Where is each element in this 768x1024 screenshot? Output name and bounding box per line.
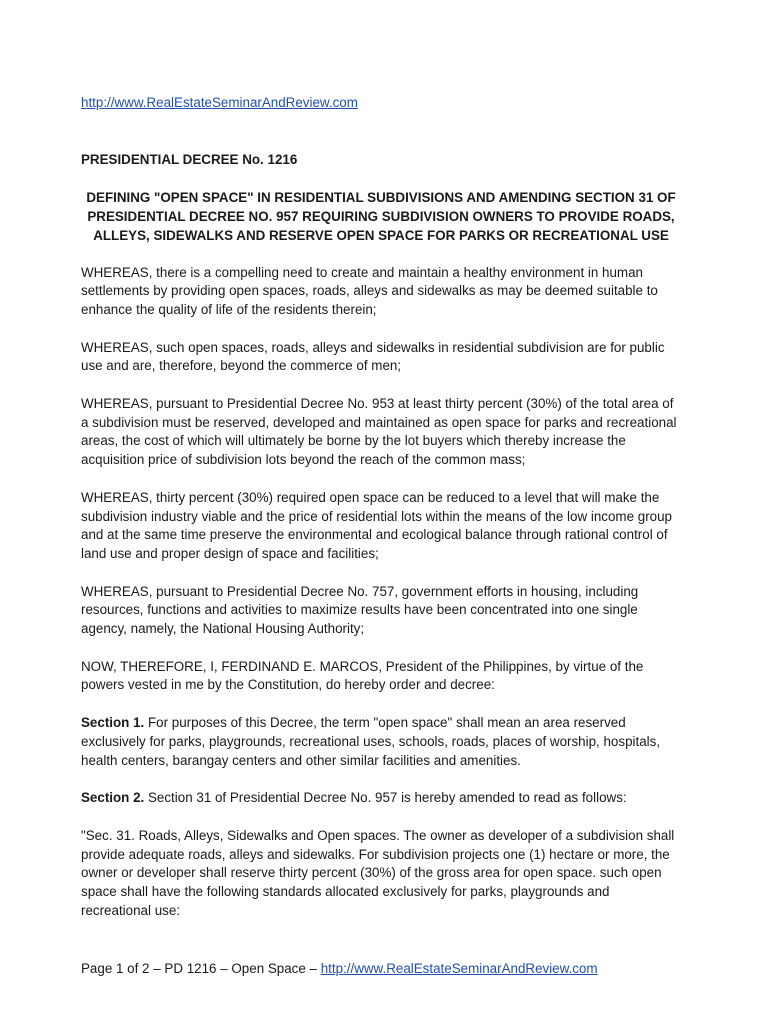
whereas-paragraph-4: WHEREAS, thirty percent (30%) required open space can be reduced to a level that will make the subdivision industry viable and the price of residential lots within the means of the low income group and at the same time preserve the environmental and ecological balance through rational control of land use and proper design of space and facilities; bbox=[81, 489, 672, 561]
section-2-label: Section 2. bbox=[81, 790, 145, 806]
document-page bbox=[81, 94, 681, 921]
header-url-link[interactable]: http://www.RealEstateSeminarAndReview.com bbox=[81, 95, 358, 110]
section-1-text: For purposes of this Decree, the term "open space" shall mean an area reserved exclusively for parks, playgrounds, recreational uses, schools, roads, places of worship, hospitals, health centers, barangay centers and other similar facilities and amenities. bbox=[81, 715, 661, 768]
quoted-section-31: "Sec. 31. Roads, Alleys, Sidewalks and Open spaces. The owner as developer of a subdivision shall provide adequate roads, alleys and sidewalks. For subdivision projects one (1) hectare or more, the owner or developer shall reserve thirty percent (30%) of the gross area for open space. such open space shall have the following standards allocated exclusively for parks, playgrounds and recreational use: bbox=[81, 827, 675, 918]
decree-number: PRESIDENTIAL DECREE No. 1216 bbox=[81, 151, 298, 167]
section-2-paragraph bbox=[81, 789, 681, 808]
decree-title: DEFINING "OPEN SPACE" IN RESIDENTIAL SUBDIVISIONS AND AMENDING SECTION 31 OF PRESIDENTIAL DECREE NO. 957 REQUIRING SUBDIVISION OWNERS TO PROVIDE ROADS, ALLEYS, SIDEWALKS AND RESERVE OPEN SPACE FOR PARKS OR RECREATIONAL USE bbox=[86, 190, 676, 243]
whereas-paragraph-1: WHEREAS, there is a compelling need to create and maintain a healthy environment in human settlements by providing open spaces, roads, alleys and sidewalks as may be deemed suitable to enhance the quality of life of the residents therein; bbox=[81, 264, 658, 317]
now-therefore-paragraph: NOW, THEREFORE, I, FERDINAND E. MARCOS, President of the Philippines, by virtue of the powers vested in me by the Constitution, do hereby order and decree: bbox=[81, 658, 644, 693]
section-2-text: Section 31 of Presidential Decree No. 957 is hereby amended to read as follows: bbox=[144, 790, 627, 806]
footer-url-link[interactable]: http://www.RealEstateSeminarAndReview.com bbox=[320, 961, 598, 976]
page-footer bbox=[81, 960, 721, 978]
whereas-paragraph-2: WHEREAS, such open spaces, roads, alleys and sidewalks in residential subdivision are for public use and are, therefore, beyond the commerce of men; bbox=[81, 339, 665, 374]
whereas-paragraph-5: WHEREAS, pursuant to Presidential Decree No. 757, government efforts in housing, including resources, functions and activities to maximize results have been concentrated into one single agency, namely, the National Housing Authority; bbox=[81, 583, 639, 637]
section-1-label: Section 1. bbox=[81, 715, 145, 731]
whereas-paragraph-3: WHEREAS, pursuant to Presidential Decree No. 953 at least thirty percent (30%) of the total area of a subdivision must be reserved, developed and maintained as open space for parks and recreational areas, the cost of which will ultimately be borne by the lot buyers which thereby increase the acquisition price of subdivision lots beyond the reach of the common mass; bbox=[81, 396, 677, 468]
footer-text: Page 1 of 2 – PD 1216 – Open Space – bbox=[81, 961, 321, 976]
section-1-paragraph bbox=[81, 714, 681, 770]
